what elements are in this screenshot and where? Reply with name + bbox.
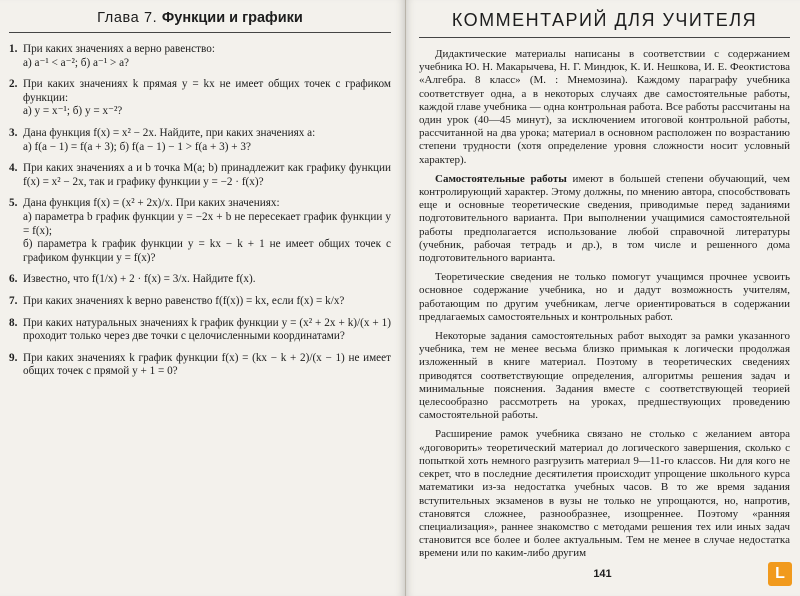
task-item (9, 43, 391, 70)
task-line: При каких значениях a и b точка M(a; b) принадлежит как графику функции f(x) = x² − 2x, так и графику функции y = −2 · f(x)? (23, 162, 391, 188)
comment-paragraph (419, 330, 790, 422)
task-line: а) параметра b график функции y = −2x + b не пересекает график функции y = f(x); (23, 210, 391, 237)
task-line: а) f(a − 1) = f(a + 3); б) f(a − 1) − 1 > f(a + 3) + 3? (23, 140, 251, 153)
task-line: Дана функция f(x) = x² − 2x. Найдите, при каких значениях a: (23, 126, 316, 139)
task-number: 1. (9, 43, 18, 55)
comment-paragraph (419, 428, 790, 560)
task-item (9, 197, 391, 265)
comment-paragraph (419, 271, 790, 324)
task-body (23, 352, 391, 379)
paragraph-text: Дидактические материалы написаны в соответствии с содержанием учебника Ю. Н. Макарычева, Н. Г. Миндюк, К. И. Нешкова, И. Е. Феоктистова «Алгебра. 8 класс» (М. : Мнемозина). Каждому параграфу учебника соответствует одна, а в некоторых случаях две самостоятельные работы, каждой главе учебника — одна контрольная работа. Все работы рассчитаны на один урок (40—45 минут), за исключением итоговой контрольной работы, рассчитанной на два урока; материал в основном расположен по возрастанию степени трудности (хотя определение уровня сложности носит условный характер). (419, 48, 790, 166)
header-rule (9, 32, 391, 33)
task-item (9, 273, 391, 287)
task-line: При каких значениях a верно равенство: (23, 43, 215, 55)
task-line: б) параметра k график функции y = kx − k + 1 не имеет общих точек с графиком функции y = f(x)? (23, 238, 391, 264)
task-item (9, 78, 391, 119)
task-number: 9. (9, 351, 18, 364)
page-number: 141 (593, 568, 612, 580)
task-line: а) a⁻¹ < a⁻²; б) a⁻¹ > a? (23, 56, 130, 69)
task-item (9, 162, 391, 189)
task-line: а) y = x⁻¹; б) y = x⁻²? (23, 105, 123, 118)
task-body (23, 162, 391, 189)
task-line: Дана функция f(x) = (x² + 2x)/x. При каких значениях: (23, 197, 280, 210)
task-number: 8. (9, 316, 18, 329)
paragraph-text: Теоретические сведения не только помогут учащимся прочнее усвоить основное содержание учебника, но и дадут возможность учителям, работающим по другим учебникам, легче ориентироваться в содержании предлагаемых самостоятельных и контрольных работ. (419, 271, 790, 323)
task-number: 7. (9, 294, 18, 307)
task-line: При каких натуральных значениях k график функции y = (x² + 2x + k)/(x + 1) проходит только через две точки с целочисленными координатами? (23, 316, 391, 343)
task-body (23, 43, 391, 70)
task-body (23, 127, 391, 154)
comment-paragraph (419, 48, 790, 167)
task-body (23, 273, 391, 287)
paragraph-lead: Самостоятельные работы (435, 172, 567, 185)
header-rule (419, 37, 790, 38)
task-line: Известно, что f(1/x) + 2 · f(x) = 3/x. Найдите f(x). (23, 273, 256, 286)
task-line: При каких значениях k прямая y = kx не имеет общих точек с графиком функции: (23, 78, 391, 104)
task-number: 2. (9, 78, 18, 91)
book-gutter (405, 0, 406, 596)
task-item (9, 127, 391, 154)
publisher-logo-icon: L (768, 562, 792, 586)
task-body (23, 197, 391, 265)
comment-text (419, 48, 790, 561)
task-number: 3. (9, 126, 18, 139)
task-item (9, 317, 391, 344)
task-line: При каких значениях k график функции f(x) = (kx − k + 2)/(x − 1) не имеет общих точек с прямой y + 1 = 0? (23, 351, 391, 378)
chapter-name: Функции и графики (161, 10, 303, 26)
task-list (9, 43, 391, 379)
task-number: 5. (9, 197, 18, 210)
paragraph-text: имеют в большей степени обучающий, чем контролирующий характер. Этому должны, по мнению автора, способствовать еще и основные теоретические сведения, приводимые перед заданиями подготовительного варианта. При выполнении учащимися самостоятельной работы предполагается использование любой справочной литературы (учебник, рабочая тетрадь и др.), в том числе и решенного дома подготовительного варианта. (419, 172, 790, 265)
teacher-comment-header: КОММЕНТАРИЙ ДЛЯ УЧИТЕЛЯ (451, 10, 758, 30)
task-line: При каких значениях k верно равенство f(f(x)) = kx, если f(x) = k/x? (23, 294, 345, 307)
right-page (405, 0, 800, 596)
task-body (23, 317, 391, 344)
chapter-label: Глава 7. (97, 10, 158, 26)
task-item (9, 352, 391, 379)
task-body (23, 78, 391, 119)
paragraph-text: Расширение рамок учебника связано не столько с желанием автора «договорить» теоретический материал до логического завершения, сколько с попыткой хоть немного разгрузить материал 9—11-го классов. Ни для кого не секрет, что в последние десятилетия происходит упрощение школьного курса математики из-за недостатка учебных часов. В то же время задания вступительных экзаменов в вузы не только не упрощаются, но, напротив, становятся сложнее, разнообразнее, изощреннее. Поэтому «ранняя специализация», раннее знакомство с методами решения тех или иных задач становится все более и более актуальным. Тем не менее в случае недостатка времени или по каким-либо другим (419, 428, 790, 560)
paragraph-text: Некоторые задания самостоятельных работ выходят за рамки указанного учебника, тем не менее весьма близко примыкая к логически продолжая изложенный в книге материал. Поэтому в теоретических сведениях приводятся соответствующие определения, алгоритмы решения задач и минимальные пояснения. Задания вместе с соответствующей теорией целесообразно рассмотреть на уроках, предшествующих проведению самостоятельной работы. (419, 330, 790, 422)
task-body (23, 295, 391, 309)
task-number: 4. (9, 162, 18, 175)
task-number: 6. (9, 273, 18, 286)
comment-paragraph (419, 173, 790, 265)
chapter-title (9, 10, 391, 26)
task-item (9, 295, 391, 309)
